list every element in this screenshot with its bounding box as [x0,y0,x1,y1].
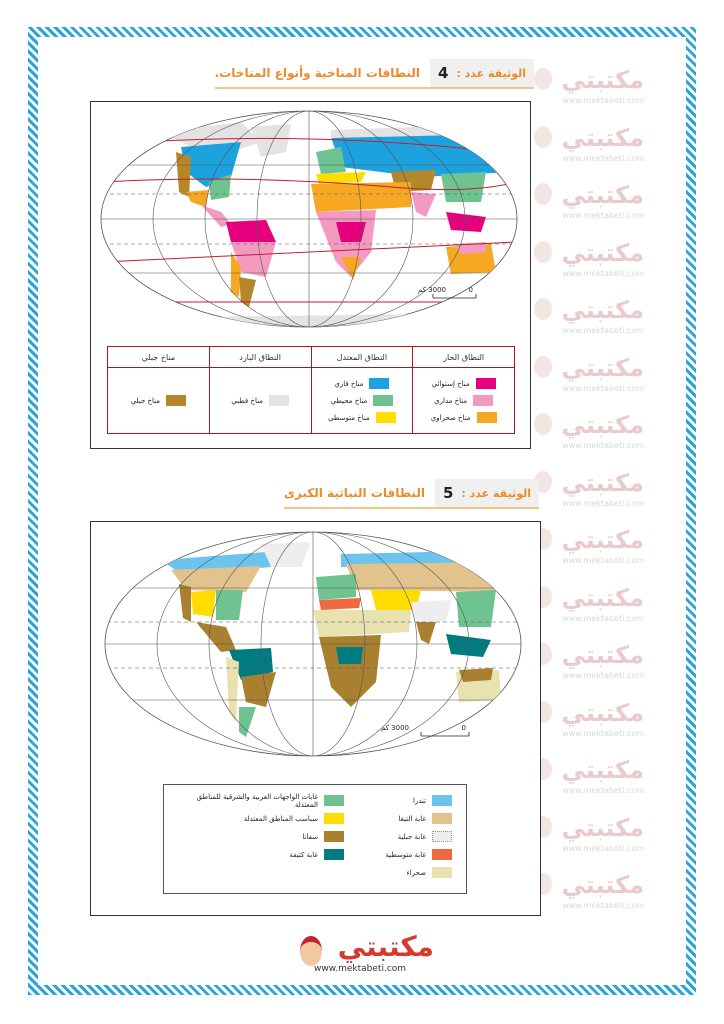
watermark-logo [544,463,644,521]
swatch-savanna [324,831,344,842]
watermark-logo [544,60,644,118]
swatch-veg-desert [432,867,452,878]
watermark-logo [544,865,644,923]
legend-item-continental: مناخ قاري [320,378,405,389]
europe-forest [316,574,356,600]
legend-zone-cold-header: النطاق البارد [210,347,311,368]
watermark-logo [544,175,644,233]
watermark-mascot-icon [534,298,552,320]
legend-zone-cold [209,347,311,433]
legend-zone-hot-header: النطاق الحار [413,347,514,368]
footer-logo[interactable] [300,930,440,980]
vegetation-world-map [91,522,540,772]
watermark-url: www.mektabeti.com [562,556,644,565]
swatch-continental [369,378,389,389]
watermark-url: www.mektabeti.com [562,786,644,795]
watermark-url: www.mektabeti.com [562,268,644,278]
watermark-logo [544,693,644,751]
watermark-logo-text: مكتبتي [561,526,644,554]
watermark-logo-text: مكتبتي [561,871,644,899]
watermark-mascot-icon [534,126,552,148]
doc4-title: النطاقات المناخية وأنواع المناخات. [215,59,430,89]
watermark-mascot-icon [534,183,552,205]
veg-item-tundra: تندرا [364,795,452,806]
swatch-mediterranean [376,412,396,423]
watermark-logo [544,750,644,808]
veg-item-taiga: غابة التيغا [364,813,452,824]
swatch-mountain-forest [432,831,452,842]
doc4-number: 4 [437,64,449,82]
watermark-url: www.mektabeti.com [562,326,644,335]
watermark-url: www.mektabeti.com [562,383,644,393]
antarctica [191,314,431,334]
watermark-url: www.mektabeti.com [562,153,644,163]
veg-legend-left-col [178,792,344,887]
swatch-steppe [324,813,344,824]
legend-zone-temperate-header: النطاق المعتدل [312,347,413,368]
swatch-mediterranean-forest [432,849,452,860]
vegetation-map-box [90,521,541,916]
climate-map-box [90,101,531,449]
swatch-desert [477,412,497,423]
veg-item-mediterranean-forest: غابة متوسطية [364,849,452,860]
veg-item-temperate-forests: غابات الواجهات الغربية والشرقية للمناطق المعتدلة [178,795,344,806]
legend-item-polar: مناخ قطبي [218,395,303,406]
watermark-url: www.mektabeti.com [562,96,644,105]
swatch-tropical [473,395,493,406]
watermark-url: www.mektabeti.com [562,498,644,508]
doc5-number: 5 [442,484,454,502]
watermark-logo-text: مكتبتي [561,353,644,382]
east-asia-forest [456,590,496,627]
watermark-url: www.mektabeti.com [562,901,644,910]
legend-item-equatorial: مناخ إستوائي [421,378,506,389]
watermark-url: www.mektabeti.com [562,671,644,680]
veg-item-dense-forest: غابة كثيفة [178,849,344,860]
legend-zone-temperate [311,347,413,433]
australia-savanna [459,668,493,682]
vegetation-legend [163,784,467,894]
veg-item-mountain-forest: غابة جبلية [364,831,452,842]
doc4-tag [430,59,534,89]
na-steppe [191,590,216,617]
footer-logo-url: www.mektabeti.com [314,964,407,974]
legend-zone-mountain-header: مناخ جبلي [108,347,209,368]
swatch-polar [269,395,289,406]
africa-dense-forest [336,647,363,664]
doc4-label: الوثيقة عدد : [456,66,526,80]
watermark-logo-text: مكتبتي [561,641,644,669]
watermark-mascot-icon [534,241,552,263]
watermark-logo-text: مكتبتي [561,813,644,842]
doc4-header [215,60,534,88]
map2-scale-label: 3000 كم [380,724,409,732]
watermark-mascot-icon [534,68,552,90]
eurasia-taiga [346,562,511,592]
watermark-logo [544,118,644,176]
watermark-logo [544,578,644,636]
watermark-logo [544,808,644,866]
veg-item-desert: صحراء [364,867,452,878]
doc5-title: النطاقات النباتية الكبرى [284,479,435,509]
africa-equatorial [336,222,366,242]
watermark-url: www.mektabeti.com [562,843,644,853]
veg-legend-right-col [364,795,452,887]
watermark-logo [544,348,644,406]
legend-item-desert: مناخ صحراوي [421,412,506,423]
watermark-logo-text: مكتبتي [561,698,644,727]
doc5-tag [435,479,539,509]
watermark-logo-text: مكتبتي [561,66,644,94]
map1-scale-zero: 0 [468,286,473,294]
swatch-oceanic [373,395,393,406]
mediterranean-forest [319,598,361,610]
watermark-logo-text: مكتبتي [561,583,644,612]
watermark-mascot-icon [534,356,552,378]
swatch-mountain [166,395,186,406]
legend-item-oceanic: مناخ محيطي [320,395,405,406]
climate-legend-table [107,346,515,434]
watermark-column [544,60,644,923]
watermark-url: www.mektabeti.com [562,728,644,738]
legend-item-mountain: مناخ جبلي [116,395,201,406]
watermark-logo [544,290,644,348]
map2-scale-zero: 0 [461,724,466,732]
watermark-url: www.mektabeti.com [562,211,644,220]
legend-zone-mountain [108,347,209,433]
legend-item-mediterranean: مناخ متوسطي [320,412,405,423]
footer-logo-text: مكتبتي [337,930,434,963]
east-asia-oceanic [441,172,486,202]
veg-item-savanna: سفانا [178,831,344,842]
watermark-logo [544,405,644,463]
mascot-icon [300,936,322,966]
watermark-url: www.mektabeti.com [562,441,644,450]
watermark-logo-text: مكتبتي [561,468,644,497]
swatch-temperate-forests [324,795,344,806]
na-temperate-forest [216,590,243,620]
swatch-tundra [432,795,452,806]
swatch-equatorial [476,378,496,389]
watermark-logo-text: مكتبتي [561,123,644,152]
watermark-url: www.mektabeti.com [562,613,644,623]
map1-scale-label: 3000 كم [417,286,446,294]
watermark-logo-text: مكتبتي [561,181,644,209]
swatch-dense-forest [324,849,344,860]
climate-world-map [91,102,530,342]
swatch-taiga [432,813,452,824]
watermark-mascot-icon [534,413,552,435]
doc5-header [284,480,539,508]
watermark-logo [544,520,644,578]
legend-item-tropical: مناخ مداري [421,395,506,406]
legend-zone-hot [412,347,514,433]
watermark-logo-text: مكتبتي [561,756,644,784]
watermark-logo-text: مكتبتي [561,411,644,439]
asia-mountain-forest [411,600,451,622]
watermark-logo [544,635,644,693]
watermark-logo [544,233,644,291]
watermark-logo-text: مكتبتي [561,296,644,324]
veg-item-steppe: سباسب المناطق المعتدلة [178,813,344,824]
doc5-label: الوثيقة عدد : [461,486,531,500]
watermark-logo-text: مكتبتي [561,238,644,267]
